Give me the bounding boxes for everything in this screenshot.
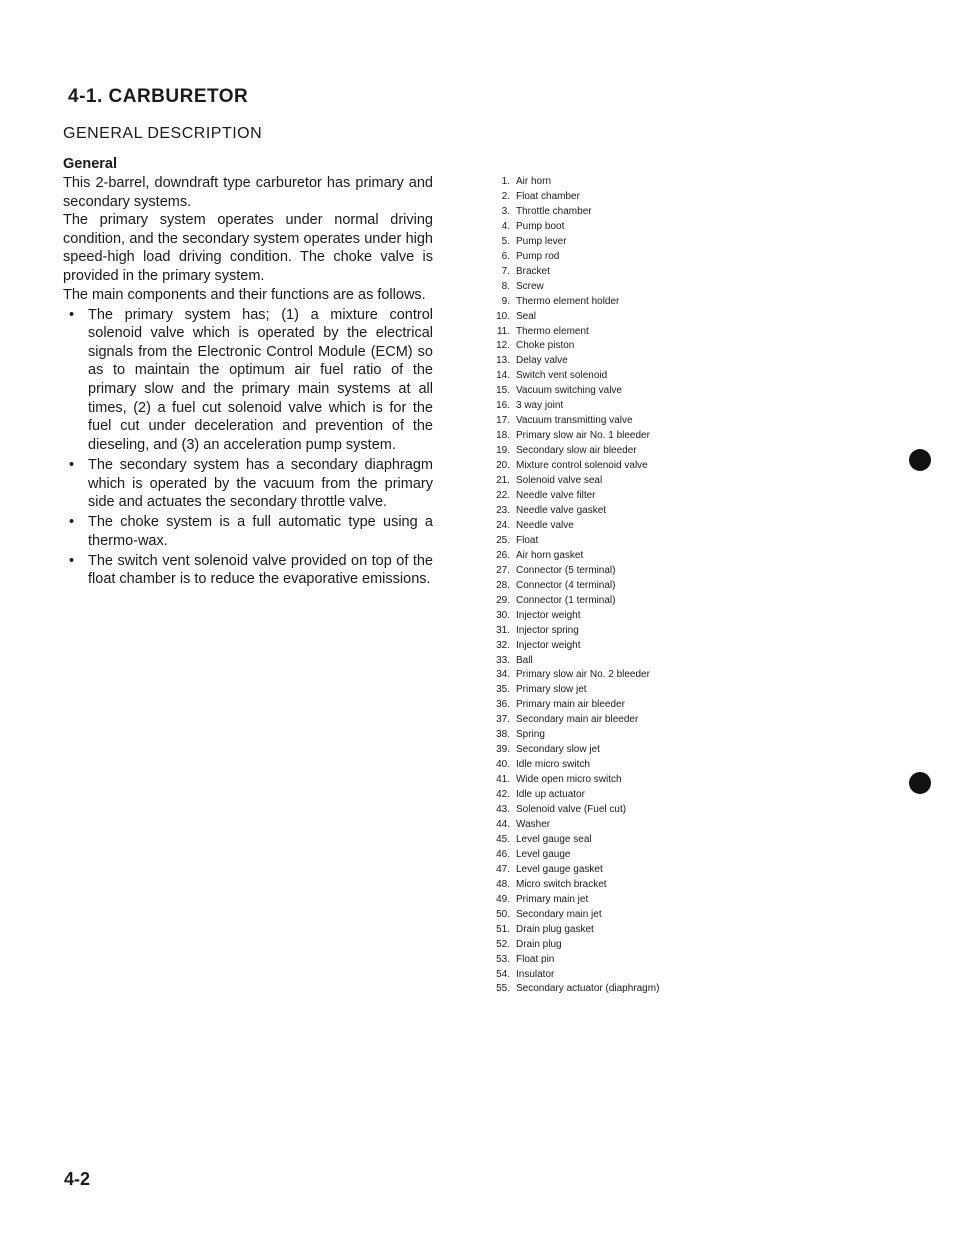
part-label: Secondary slow jet [516, 744, 600, 756]
part-number: 26. [496, 549, 510, 561]
part-number: 5. [501, 235, 510, 247]
parts-list-item [485, 564, 659, 579]
bullet-item [63, 552, 433, 589]
part-label: Seal [516, 310, 537, 322]
part-label: Secondary main air bleeder [516, 714, 639, 726]
part-label: Mixture control solenoid valve [516, 460, 648, 472]
parts-list-item [485, 205, 659, 220]
parts-list-item [485, 878, 659, 893]
parts-list-item [485, 624, 659, 639]
part-number: 24. [496, 519, 510, 531]
part-number: 11. [496, 325, 510, 337]
part-label: Float chamber [516, 190, 580, 202]
parts-list-item [485, 728, 659, 743]
bullet-text: The secondary system has a secondary diaphragm which is operated by the vacuum from the primary side and actuates the secondary throttle valve. [88, 456, 433, 511]
parts-list-item [485, 773, 659, 788]
parts-list-item [485, 489, 659, 504]
part-number: 16. [496, 400, 510, 412]
part-label: Drain plug [516, 938, 562, 950]
part-number: 3. [501, 205, 510, 217]
parts-list-item [485, 414, 659, 429]
part-label: Delay valve [516, 355, 568, 367]
part-label: Micro switch bracket [516, 878, 607, 890]
part-label: Primary main jet [516, 893, 589, 905]
part-label: Solenoid valve seal [516, 475, 603, 487]
part-label: Ball [516, 654, 533, 666]
parts-list-item [485, 220, 659, 235]
margin-dot-marker [909, 449, 931, 471]
parts-list-item [485, 654, 659, 669]
part-number: 34. [496, 669, 510, 681]
parts-list-item [485, 953, 659, 968]
bullet-item [63, 456, 433, 512]
part-label: Spring [516, 729, 545, 741]
part-number: 4. [501, 220, 510, 232]
parts-list-item [485, 549, 659, 564]
part-label: Float [516, 534, 539, 546]
bullet-glyph: • [69, 552, 75, 569]
bullet-text: The primary system has; (1) a mixture control solenoid valve which is operated by the electrical signals from the Electronic Control Module (ECM) so as to maintain the optimum air fuel ratio of the primary slow and the primary main systems at all times, (2) a fuel cut solenoid valve which is for the fuel cut under deceleration and prevention of the dieseling, and (3) an acceleration pump system. [88, 306, 433, 453]
part-number: 10. [496, 310, 510, 322]
part-label: Choke piston [516, 340, 575, 352]
bullet-text: The choke system is a full automatic type using a thermo-wax. [88, 514, 433, 549]
section-title: 4-1. CARBURETOR [68, 86, 249, 107]
part-label: Idle micro switch [516, 759, 590, 771]
part-label: Wide open micro switch [516, 774, 622, 786]
part-number: 23. [496, 504, 510, 516]
part-number: 22. [496, 490, 510, 502]
part-label: Idle up actuator [516, 789, 585, 801]
parts-list-item [485, 758, 659, 773]
part-number: 17. [496, 415, 510, 427]
part-label: Float pin [516, 953, 555, 965]
part-label: Switch vent solenoid [516, 370, 608, 382]
part-number: 41. [496, 774, 510, 786]
part-label: Throttle chamber [516, 205, 592, 217]
parts-list-item [485, 339, 659, 354]
parts-list-item [485, 982, 659, 997]
part-number: 6. [501, 250, 510, 262]
part-number: 44. [496, 818, 510, 830]
part-number: 12. [496, 340, 510, 352]
parts-list-item [485, 923, 659, 938]
part-number: 43. [496, 804, 510, 816]
part-number: 39. [496, 744, 510, 756]
part-number: 33. [496, 654, 510, 666]
parts-list-item [485, 235, 659, 250]
part-label: Level gauge seal [516, 833, 592, 845]
part-number: 30. [496, 609, 510, 621]
part-label: Injector weight [516, 609, 581, 621]
parts-list-item [485, 788, 659, 803]
part-number: 45. [496, 833, 510, 845]
part-label: Primary slow air No. 2 bleeder [516, 669, 650, 681]
margin-dot-marker [909, 772, 931, 794]
parts-list-item [485, 639, 659, 654]
parts-list-item [485, 369, 659, 384]
part-label: Drain plug gasket [516, 923, 594, 935]
part-number: 52. [496, 938, 510, 950]
part-label: Pump rod [516, 250, 560, 262]
part-number: 28. [496, 579, 510, 591]
part-number: 21. [496, 475, 510, 487]
part-number: 9. [501, 295, 510, 307]
part-number: 14. [496, 370, 510, 382]
parts-list-item [485, 683, 659, 698]
parts-list-item [485, 848, 659, 863]
parts-list-item [485, 504, 659, 519]
part-label: Bracket [516, 265, 550, 277]
part-label: Injector weight [516, 639, 581, 651]
part-number: 29. [496, 594, 510, 606]
parts-list-item [485, 384, 659, 399]
parts-list-item [485, 265, 659, 280]
parts-list-item [485, 534, 659, 549]
parts-list-item [485, 295, 659, 310]
bullet-glyph: • [69, 456, 75, 473]
part-label: Air horn gasket [516, 549, 584, 561]
parts-list-item [485, 190, 659, 205]
part-number: 36. [496, 699, 510, 711]
general-description-heading: GENERAL DESCRIPTION [63, 125, 263, 142]
part-number: 1. [501, 176, 510, 187]
part-number: 7. [501, 265, 510, 277]
general-subheading: General [63, 156, 117, 172]
part-label: Needle valve gasket [516, 504, 607, 516]
paragraph: The primary system operates under normal driving condition, and the secondary system operates under high speed-high load driving condition. The choke valve is provided in the primary system. [63, 212, 433, 284]
parts-list-item [485, 968, 659, 983]
page-number: 4-2 [64, 1169, 91, 1189]
part-number: 38. [496, 729, 510, 741]
part-label: Needle valve filter [516, 490, 596, 502]
parts-list-item [485, 175, 659, 190]
parts-list-item [485, 803, 659, 818]
part-label: Secondary actuator (diaphragm) [516, 983, 660, 995]
part-number: 35. [496, 684, 510, 696]
parts-list-item [485, 893, 659, 908]
part-number: 54. [496, 968, 510, 980]
part-number: 8. [501, 280, 510, 292]
part-number: 2. [501, 190, 510, 202]
parts-list-item [485, 310, 659, 325]
part-number: 19. [496, 445, 510, 457]
parts-list-item [485, 698, 659, 713]
part-number: 27. [496, 564, 510, 576]
parts-list-item [485, 519, 659, 534]
part-label: Level gauge [516, 848, 571, 860]
parts-list-item [485, 429, 659, 444]
parts-list-item [485, 818, 659, 833]
part-label: Needle valve [516, 519, 574, 531]
part-number: 20. [496, 460, 510, 472]
part-label: Pump boot [516, 220, 565, 232]
part-label: Vacuum switching valve [516, 385, 622, 397]
part-number: 25. [496, 534, 510, 546]
part-number: 55. [496, 983, 510, 995]
part-label: Thermo element [516, 325, 589, 337]
bullet-glyph: • [69, 514, 75, 531]
part-number: 49. [496, 893, 510, 905]
part-label: Pump lever [516, 235, 567, 247]
part-label: Solenoid valve (Fuel cut) [516, 804, 627, 816]
part-number: 42. [496, 789, 510, 801]
parts-list-item [485, 908, 659, 923]
parts-list-item [485, 280, 659, 295]
part-number: 53. [496, 953, 510, 965]
parts-list-item [485, 713, 659, 728]
part-label: Insulator [516, 968, 555, 980]
parts-list-item [485, 399, 659, 414]
part-number: 46. [496, 848, 510, 860]
parts-list-item [485, 833, 659, 848]
part-label: Injector spring [516, 624, 579, 636]
part-label: Primary main air bleeder [516, 699, 625, 711]
part-number: 47. [496, 863, 510, 875]
part-label: Air horn [516, 176, 552, 187]
parts-list-item [485, 250, 659, 265]
parts-list-item [485, 743, 659, 758]
parts-list-item [485, 354, 659, 369]
part-label: Screw [516, 280, 544, 292]
part-number: 15. [496, 385, 510, 397]
part-label: Primary slow jet [516, 684, 587, 696]
parts-list-item [485, 668, 659, 683]
part-label: Level gauge gasket [516, 863, 603, 875]
parts-list [485, 175, 659, 997]
part-number: 37. [496, 714, 510, 726]
parts-list-item [485, 594, 659, 609]
bullet-glyph: • [69, 306, 75, 323]
part-number: 32. [496, 639, 510, 651]
part-number: 18. [496, 430, 510, 442]
parts-list-item [485, 938, 659, 953]
bullet-item [63, 306, 433, 455]
part-label: Connector (5 terminal) [516, 564, 616, 576]
part-label: Washer [516, 818, 551, 830]
part-label: 3 way joint [516, 400, 564, 412]
part-number: 51. [496, 923, 510, 935]
part-number: 13. [496, 355, 510, 367]
part-label: Secondary slow air bleeder [516, 445, 637, 457]
part-label: Primary slow air No. 1 bleeder [516, 430, 650, 442]
paragraph: This 2-barrel, downdraft type carburetor has primary and secondary systems. [63, 175, 433, 210]
part-label: Secondary main jet [516, 908, 602, 920]
parts-list-item [485, 863, 659, 878]
part-label: Vacuum transmitting valve [516, 415, 633, 427]
part-number: 31. [496, 624, 510, 636]
part-number: 50. [496, 908, 510, 920]
bullet-text: The switch vent solenoid valve provided on top of the float chamber is to reduce the evaporative emissions. [88, 552, 433, 588]
parts-list-item [485, 444, 659, 459]
parts-list-item [485, 579, 659, 594]
part-number: 48. [496, 878, 510, 890]
parts-list-item [485, 474, 659, 489]
component-bullet-list [63, 306, 433, 589]
part-label: Connector (1 terminal) [516, 594, 616, 606]
parts-list-item [485, 459, 659, 474]
paragraph: The main components and their functions are as follows. [63, 286, 426, 303]
part-label: Connector (4 terminal) [516, 579, 616, 591]
part-number: 40. [496, 759, 510, 771]
bullet-item [63, 513, 433, 550]
parts-list-item [485, 325, 659, 340]
part-label: Thermo element holder [516, 295, 620, 307]
parts-list-item [485, 609, 659, 624]
description-body [63, 174, 433, 589]
